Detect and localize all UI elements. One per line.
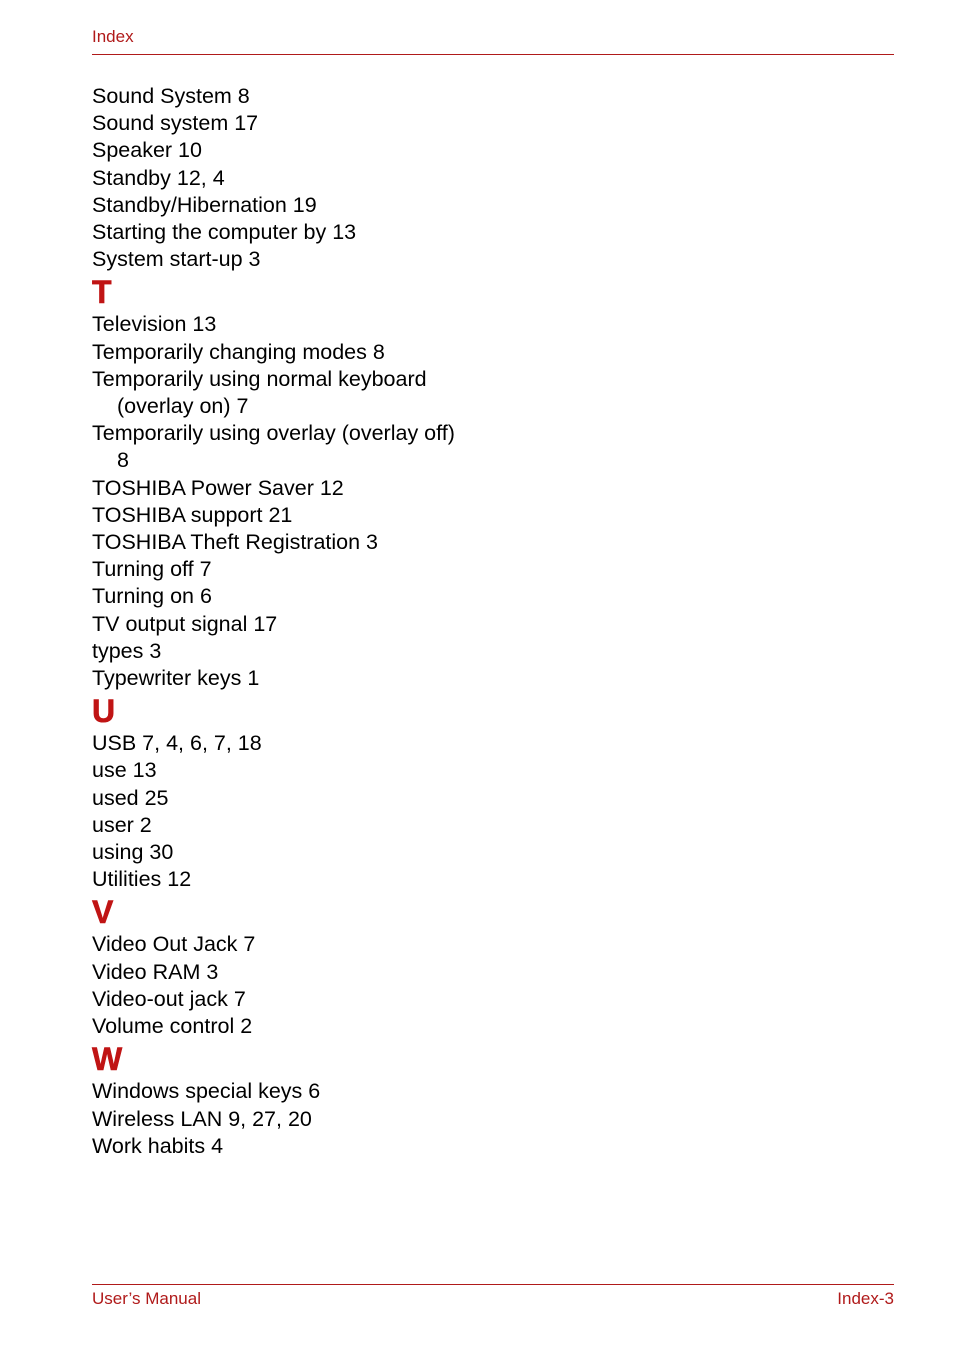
index-entry[interactable]: use 13 [92,758,157,783]
index-entry[interactable]: Video Out Jack 7 [92,932,256,957]
index-entry[interactable]: using 30 [92,840,174,865]
index-entry[interactable]: Starting the computer by 13 [92,220,357,245]
footer-manual-title: User’s Manual [92,1289,201,1308]
index-section-w [92,1040,512,1160]
index-entry[interactable]: TV output signal 17 [92,611,278,636]
index-entry[interactable]: Utilities 12 [92,867,192,892]
header-rule [92,54,894,55]
index-entry[interactable]: Video-out jack 7 [92,986,246,1011]
index-entry[interactable]: used 25 [92,785,169,810]
index-entry[interactable]: Work habits 4 [92,1133,224,1158]
index-entry[interactable]: Turning on 6 [92,584,212,609]
index-entry[interactable]: TOSHIBA support 21 [92,502,293,527]
section-letter-heading: U [92,693,116,730]
footer-page-number: Index-3 [837,1289,894,1308]
section-letter-heading: W [92,1041,123,1078]
index-entry[interactable]: TOSHIBA Power Saver 12 [92,475,344,500]
index-entry[interactable]: Temporarily using overlay (overlay off) 8 [92,420,512,474]
index-entry[interactable]: System start-up 3 [92,247,261,272]
index-entry[interactable]: Sound system 17 [92,111,259,136]
index-entry[interactable]: Wireless LAN 9, 27, 20 [92,1106,312,1131]
index-entry-continuation: 8 [117,448,129,473]
index-entry[interactable]: Standby 12, 4 [92,165,225,190]
index-entry[interactable]: Typewriter keys 1 [92,666,260,691]
index-entry[interactable]: Temporarily changing modes 8 [92,339,385,364]
index-entry[interactable]: user 2 [92,812,152,837]
index-entry[interactable]: Speaker 10 [92,138,202,163]
index-entry[interactable]: Standby/Hibernation 19 [92,192,317,217]
index-entry[interactable]: Volume control 2 [92,1014,253,1039]
index-entry[interactable]: TOSHIBA Theft Registration 3 [92,530,379,555]
page-header-title: Index [92,27,134,46]
index-entry[interactable]: Television 13 [92,312,217,337]
index-entry[interactable]: Sound System 8 [92,84,250,108]
index-entry[interactable]: types 3 [92,638,162,663]
footer-rule [92,1284,894,1285]
index-entry[interactable]: USB 7, 4, 6, 7, 18 [92,731,262,756]
index-entry[interactable]: Windows special keys 6 [92,1079,321,1104]
index-list [92,83,512,1160]
index-section-s [92,83,512,273]
index-section-v [92,893,512,1040]
section-letter-heading: T [92,274,112,311]
index-entry[interactable]: Temporarily using normal keyboard (overlay on) 7 [92,366,512,420]
index-section-t [92,273,512,692]
section-letter-heading: V [92,894,114,931]
index-entry-continuation: (overlay on) 7 [117,394,249,419]
index-entry[interactable]: Video RAM 3 [92,959,219,984]
index-entry[interactable]: Turning off 7 [92,557,212,582]
index-section-u [92,692,512,893]
